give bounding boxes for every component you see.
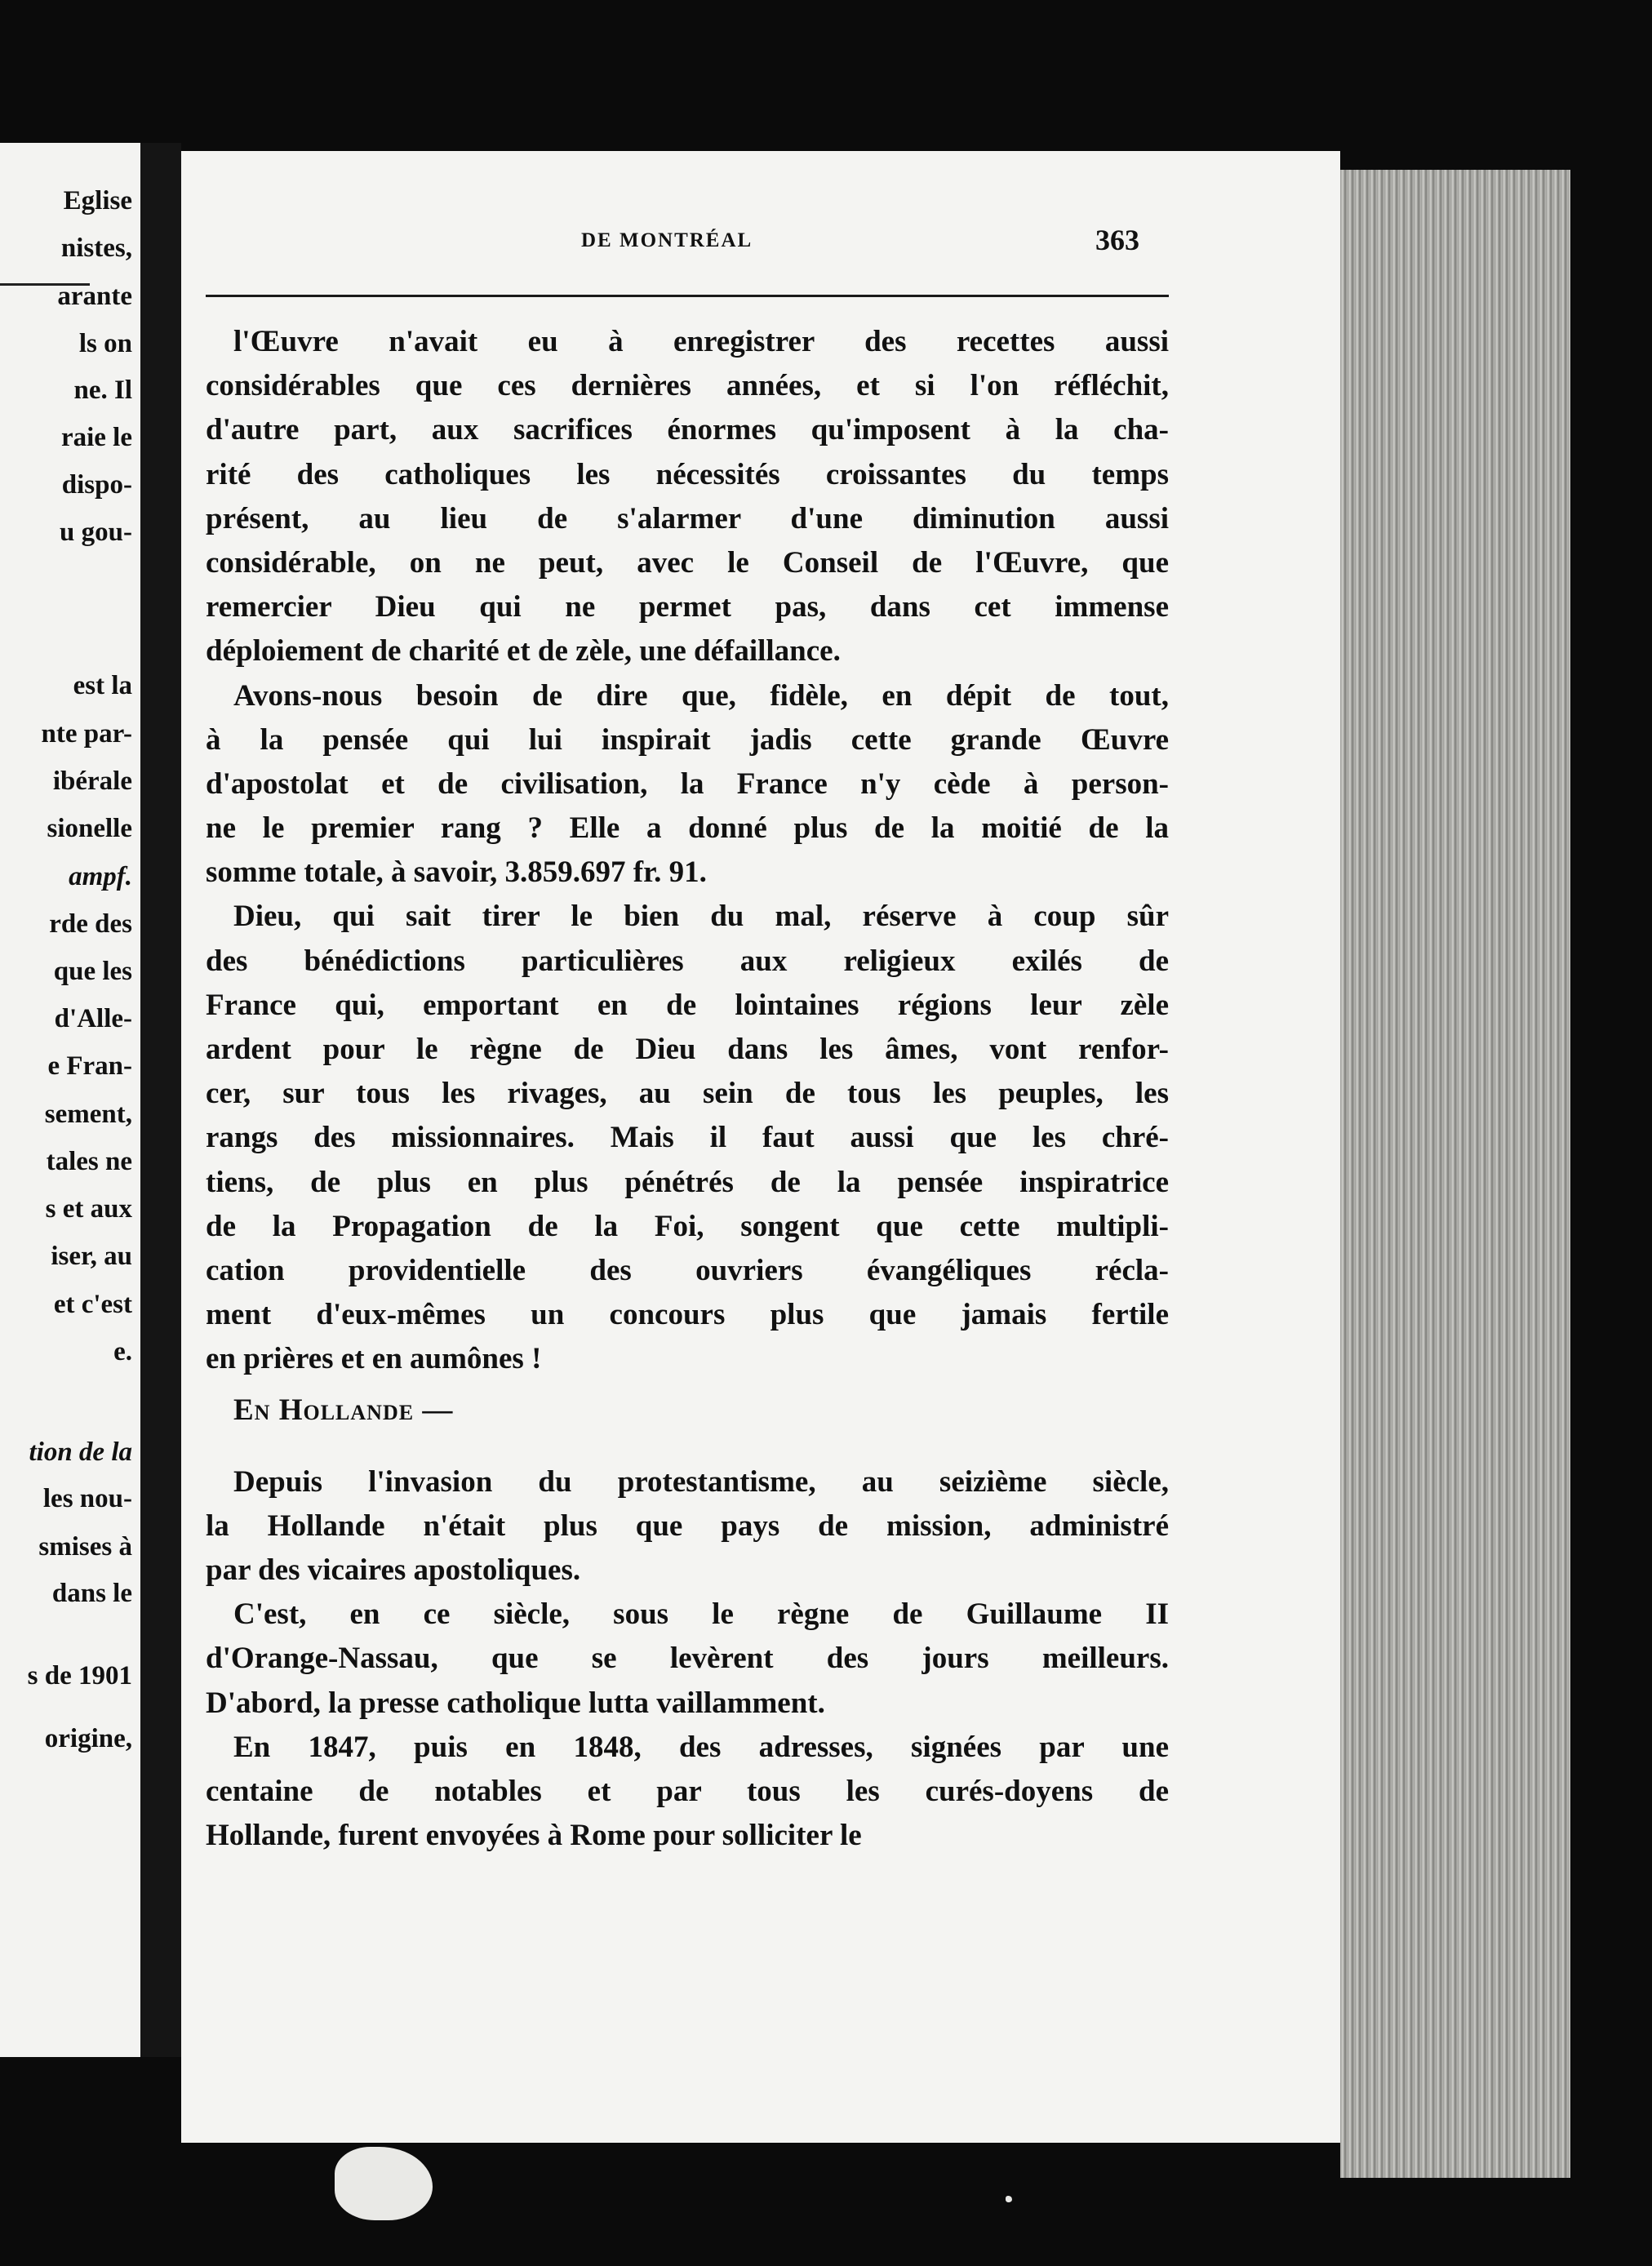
- left-page-line: tion de la: [29, 1437, 132, 1467]
- text-line: présent, au lieu de s'alarmer d'une diminution aussi: [206, 501, 1169, 535]
- text-line: d'apostolat et de civilisation, la France n'y cède à person-: [206, 766, 1169, 801]
- body-text: [206, 320, 1169, 1858]
- page-number: 363: [1095, 224, 1139, 256]
- text-line: Avons-nous besoin de dire que, fidèle, en dépit de tout,: [233, 678, 1169, 713]
- left-page-line: que les: [53, 957, 132, 986]
- text-line: Hollande, furent envoyées à Rome pour solliciter le: [206, 1819, 862, 1853]
- running-head: [181, 224, 1340, 262]
- left-page-line: rde des: [49, 909, 132, 939]
- text-line: rangs des missionnaires. Mais il faut aussi que les chré-: [206, 1121, 1169, 1155]
- text-line: France qui, emportant en de lointaines régions leur zèle: [206, 988, 1169, 1022]
- left-page-line: les nou-: [42, 1484, 132, 1513]
- left-page-line: nistes,: [60, 233, 132, 263]
- left-page-line: d'Alle-: [54, 1004, 132, 1033]
- text-line: somme totale, à savoir, 3.859.697 fr. 91.: [206, 855, 707, 890]
- text-line: ne le premier rang ? Elle a donné plus de la moitié de la: [206, 811, 1169, 846]
- running-title: DE MONTRÉAL: [581, 229, 753, 251]
- text-line: des bénédictions particulières aux religieux exilés de: [206, 944, 1169, 978]
- text-line: l'Œuvre n'avait eu à enregistrer des recettes aussi: [233, 325, 1169, 358]
- section-heading: En Hollande —: [233, 1393, 454, 1427]
- left-page-line: nte par-: [41, 719, 132, 749]
- left-page: [0, 143, 140, 2057]
- left-page-line: ne. Il: [73, 375, 132, 405]
- section-spacing: [206, 1433, 1169, 1460]
- dust-speck: [1006, 2196, 1012, 2202]
- left-page-line: iser, au: [51, 1242, 132, 1271]
- text-line: considérables que ces dernières années, et si l'on réfléchit,: [206, 369, 1169, 403]
- text-line: par des vicaires apostoliques.: [206, 1553, 581, 1588]
- text-line: de la Propagation de la Foi, songent que cette multipli-: [206, 1209, 1169, 1243]
- text-line: considérable, on ne peut, avec le Conseil de l'Œuvre, que: [206, 545, 1169, 580]
- text-line: à la pensée qui lui inspirait jadis cette grande Œuvre: [206, 722, 1169, 757]
- left-page-line: est la: [73, 671, 132, 700]
- text-line: rité des catholiques les nécessités croissantes du temps: [206, 457, 1169, 491]
- left-page-line: sionelle: [47, 814, 132, 843]
- text-line: Dieu, qui sait tirer le bien du mal, réserve à coup sûr: [233, 900, 1169, 934]
- text-line: cation providentielle des ouvriers évangéliques récla-: [206, 1253, 1169, 1287]
- left-page-line: s de 1901: [27, 1661, 132, 1691]
- left-page-line: smises à: [38, 1532, 132, 1562]
- text-line: ardent pour le règne de Dieu dans les âmes, vont renfor-: [206, 1033, 1169, 1066]
- text-line: D'abord, la presse catholique lutta vaillamment.: [206, 1686, 825, 1720]
- text-line: la Hollande n'était plus que pays de mission, administré: [206, 1508, 1169, 1543]
- text-line: d'autre part, aux sacrifices énormes qu'imposent à la cha-: [206, 413, 1169, 447]
- text-line: en prières et en aumônes !: [206, 1342, 542, 1376]
- page-edges: [1340, 170, 1570, 2178]
- header-rule: [206, 295, 1169, 297]
- text-line: d'Orange-Nassau, que se levèrent des jours meilleurs.: [206, 1642, 1169, 1676]
- text-line: Depuis l'invasion du protestantisme, au seizième siècle,: [233, 1464, 1169, 1499]
- left-page-line: Eglise: [63, 186, 132, 215]
- text-line: tiens, de plus en plus pénétrés de la pensée inspiratrice: [206, 1165, 1169, 1199]
- paper-fragment: [335, 2147, 433, 2220]
- left-page-line: et c'est: [53, 1290, 132, 1319]
- left-page-line: arante: [57, 282, 132, 311]
- left-page-line: ampf.: [69, 862, 132, 891]
- left-page-line: sement,: [44, 1100, 132, 1129]
- left-page-line: raie le: [60, 423, 132, 452]
- text-line: remercier Dieu qui ne permet pas, dans cet immense: [206, 590, 1169, 624]
- right-page: [181, 151, 1340, 2143]
- left-page-line: origine,: [44, 1724, 132, 1753]
- left-page-line: ls on: [78, 329, 132, 358]
- left-page-line: tales ne: [46, 1147, 132, 1176]
- text-line: déploiement de charité et de zèle, une défaillance.: [206, 634, 841, 669]
- left-page-line: dispo-: [61, 470, 132, 500]
- text-line: En 1847, puis en 1848, des adresses, signées par une: [233, 1730, 1169, 1764]
- left-page-line: s et aux: [45, 1194, 132, 1224]
- left-page-line: u gou-: [60, 518, 132, 547]
- left-page-line: ibérale: [52, 766, 132, 796]
- left-page-line: dans le: [51, 1579, 132, 1608]
- text-line: C'est, en ce siècle, sous le règne de Guillaume II: [233, 1597, 1169, 1632]
- text-line: ment d'eux-mêmes un concours plus que jamais fertile: [206, 1298, 1169, 1332]
- text-line: centaine de notables et par tous les curés-doyens de: [206, 1775, 1169, 1808]
- text-line: cer, sur tous les rivages, au sein de tous les peuples, les: [206, 1077, 1169, 1111]
- left-page-line: e.: [113, 1337, 132, 1366]
- left-page-line: e Fran-: [47, 1051, 132, 1081]
- section-spacing: [206, 1382, 1169, 1388]
- book-gutter: [140, 143, 181, 2057]
